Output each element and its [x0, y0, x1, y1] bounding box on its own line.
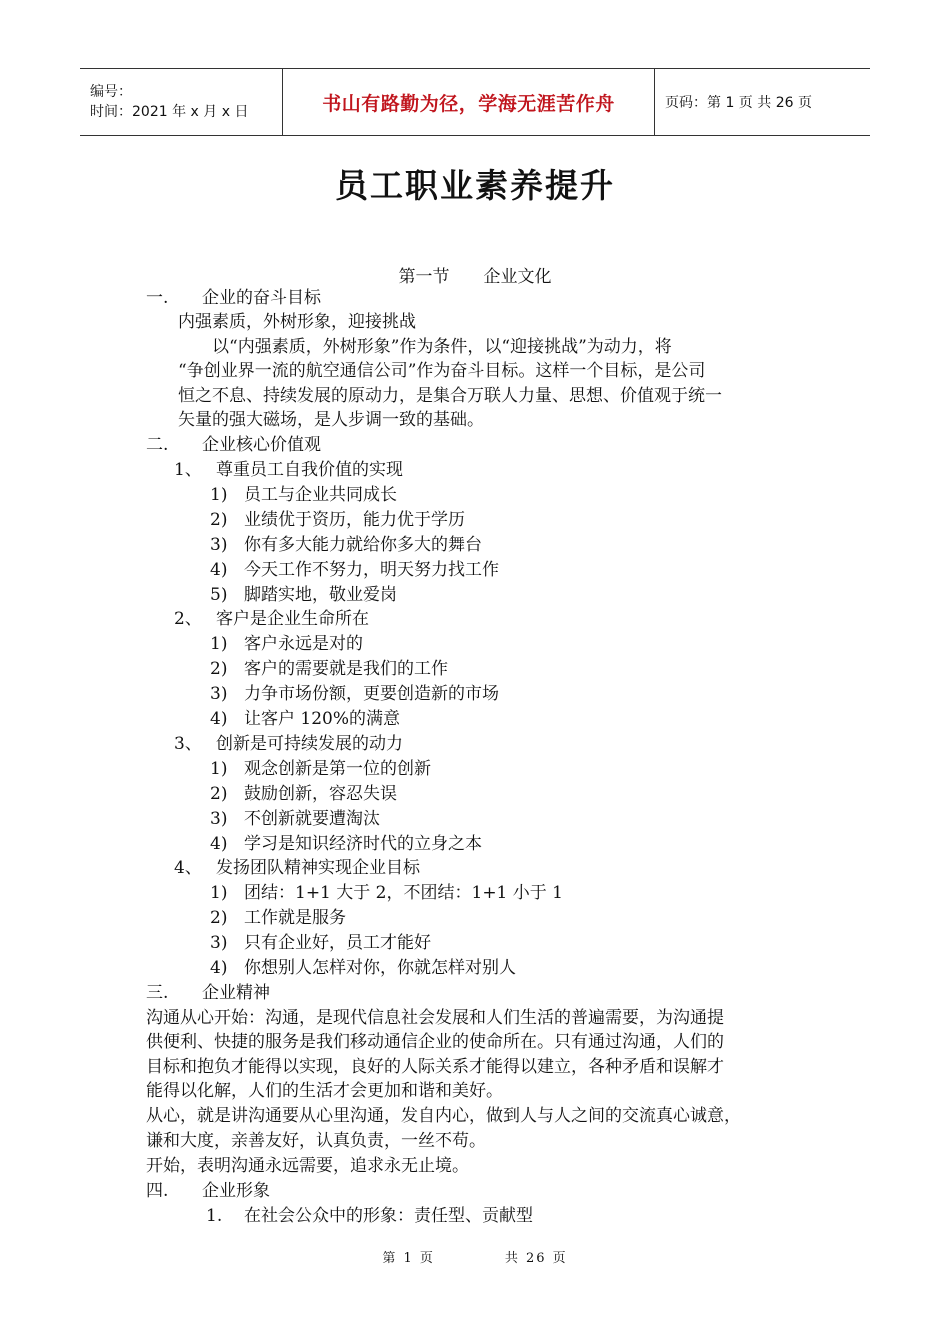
part3-line: 能得以化解，人们的生活才会更加和谐和美好。 [146, 1081, 503, 1101]
list-item [206, 1204, 533, 1229]
item-num: 2) [210, 908, 228, 928]
list-item [210, 657, 448, 682]
page-title: 员工职业素养提升 [335, 166, 615, 205]
item-num: 4) [210, 560, 228, 580]
item-num: 4) [210, 958, 228, 978]
header-page-info: 页码：第 1 页 共 26 页 [665, 95, 812, 111]
value-group-heading [174, 458, 403, 483]
item-text: 力争市场份额，更要创造新的市场 [244, 684, 499, 704]
list-item [210, 483, 397, 508]
item-text: 观念创新是第一位的创新 [244, 759, 431, 779]
part1-title: 企业的奋斗目标 [202, 288, 321, 308]
part2-num: 二. [146, 435, 169, 455]
part2-title: 企业核心价值观 [202, 435, 321, 455]
item-num: 3) [210, 809, 228, 829]
list-item [210, 632, 363, 657]
part3-line: 供便利、快捷的服务是我们移动通信企业的使命所在。只有通过沟通，人们的 [146, 1032, 724, 1052]
list-item [210, 583, 397, 608]
list-item [210, 832, 482, 857]
value-group-heading [174, 732, 403, 757]
item-text: 不创新就要遭淘汰 [244, 809, 380, 829]
part1-para-line: 以“内强素质，外树形象”作为条件，以“迎接挑战”为动力，将 [212, 337, 672, 357]
part4-title: 企业形象 [202, 1181, 270, 1201]
group-num: 1、 [174, 460, 202, 480]
group-title: 尊重员工自我价值的实现 [216, 460, 403, 480]
item-num: 1) [210, 485, 228, 505]
list-item [210, 931, 431, 956]
value-group-heading [174, 856, 420, 881]
item-text: 客户永远是对的 [244, 634, 363, 654]
part4-heading [146, 1179, 270, 1204]
item-text: 今天工作不努力，明天努力找工作 [244, 560, 499, 580]
part3-line: 沟通从心开始：沟通，是现代信息社会发展和人们生活的普遍需要，为沟通提 [146, 1008, 724, 1028]
item-text: 客户的需要就是我们的工作 [244, 659, 448, 679]
part1-num: 一. [146, 288, 169, 308]
part1-para-line: “争创业界一流的航空通信公司”作为奋斗目标。这样一个目标，是公司 [178, 361, 706, 381]
item-text: 业绩优于资历，能力优于学历 [244, 510, 465, 530]
part4-num: 四. [146, 1181, 169, 1201]
item-num: 1) [210, 634, 228, 654]
part3-heading [146, 981, 270, 1006]
part3-line: 从心，就是讲沟通要从心里沟通，发自内心，做到人与人之间的交流真心诚意， [146, 1106, 741, 1126]
item-num: 3) [210, 535, 228, 555]
list-item [210, 508, 465, 533]
list-item [210, 782, 397, 807]
item-num: 5) [210, 585, 228, 605]
part3-line: 谦和大度，亲善友好，认真负责，一丝不苟。 [146, 1131, 486, 1151]
header-meta [80, 69, 282, 135]
footer-total: 共 26 页 [504, 1251, 568, 1266]
section-number: 第一节 [398, 267, 450, 287]
part3-title: 企业精神 [202, 983, 270, 1003]
item-text: 脚踏实地，敬业爱岗 [244, 585, 397, 605]
part1-sub: 内强素质，外树形象，迎接挑战 [178, 312, 416, 332]
list-item [210, 906, 346, 931]
part3-num: 三. [146, 983, 169, 1003]
list-item [210, 956, 516, 981]
page-footer [0, 1247, 950, 1266]
item-num: 2) [210, 784, 228, 804]
item-text: 在社会公众中的形象：责任型、贡献型 [244, 1206, 533, 1226]
item-num: 1) [210, 759, 228, 779]
list-item [210, 533, 482, 558]
item-text: 团结：1+1 大于 2，不团结：1+1 小于 1 [244, 883, 563, 903]
group-title: 创新是可持续发展的动力 [216, 734, 403, 754]
item-text: 鼓励创新，容忍失误 [244, 784, 397, 804]
item-num: 1. [206, 1206, 223, 1226]
part1-heading [146, 286, 321, 311]
item-text: 你有多大能力就给你多大的舞台 [244, 535, 482, 555]
group-num: 2、 [174, 609, 202, 629]
item-num: 4) [210, 709, 228, 729]
list-item [210, 881, 563, 906]
item-text: 员工与企业共同成长 [244, 485, 397, 505]
item-text: 你想别人怎样对你，你就怎样对别人 [244, 958, 516, 978]
section-name: 企业文化 [483, 267, 552, 287]
part1-para-line: 恒之不息、持续发展的原动力，是集合万联人力量、思想、价值观于统一 [178, 386, 722, 406]
list-item [210, 807, 380, 832]
item-num: 2) [210, 659, 228, 679]
group-title: 客户是企业生命所在 [216, 609, 369, 629]
part1-para-line: 矢量的强大磁场，是人步调一致的基础。 [178, 410, 484, 430]
group-title: 发扬团队精神实现企业目标 [216, 858, 420, 878]
header-page-cell [655, 69, 870, 135]
part3-line: 开始，表明沟通永远需要，追求永无止境。 [146, 1156, 469, 1176]
value-group-heading [174, 607, 369, 632]
list-item [210, 558, 499, 583]
section-heading [0, 262, 950, 287]
item-num: 2) [210, 510, 228, 530]
list-item [210, 757, 431, 782]
footer-page: 第 1 页 [382, 1251, 435, 1266]
item-num: 3) [210, 933, 228, 953]
list-item [210, 682, 499, 707]
item-text: 工作就是服务 [244, 908, 346, 928]
header-motto-cell [282, 69, 655, 135]
list-item [210, 707, 400, 732]
header-motto: 书山有路勤为径，学海无涯苦作舟 [322, 92, 615, 115]
time-label: 时间：2021 年 x 月 x 日 [90, 104, 249, 120]
item-num: 4) [210, 834, 228, 854]
number-label: 编号： [90, 84, 132, 100]
item-text: 学习是知识经济时代的立身之本 [244, 834, 482, 854]
group-num: 3、 [174, 734, 202, 754]
group-num: 4、 [174, 858, 202, 878]
document-header [80, 68, 870, 136]
part3-line: 目标和抱负才能得以实现，良好的人际关系才能得以建立，各种矛盾和误解才 [146, 1057, 724, 1077]
part2-heading [146, 433, 321, 458]
item-num: 3) [210, 684, 228, 704]
item-text: 只有企业好，员工才能好 [244, 933, 431, 953]
item-text: 让客户 120%的满意 [244, 709, 401, 729]
item-num: 1) [210, 883, 228, 903]
